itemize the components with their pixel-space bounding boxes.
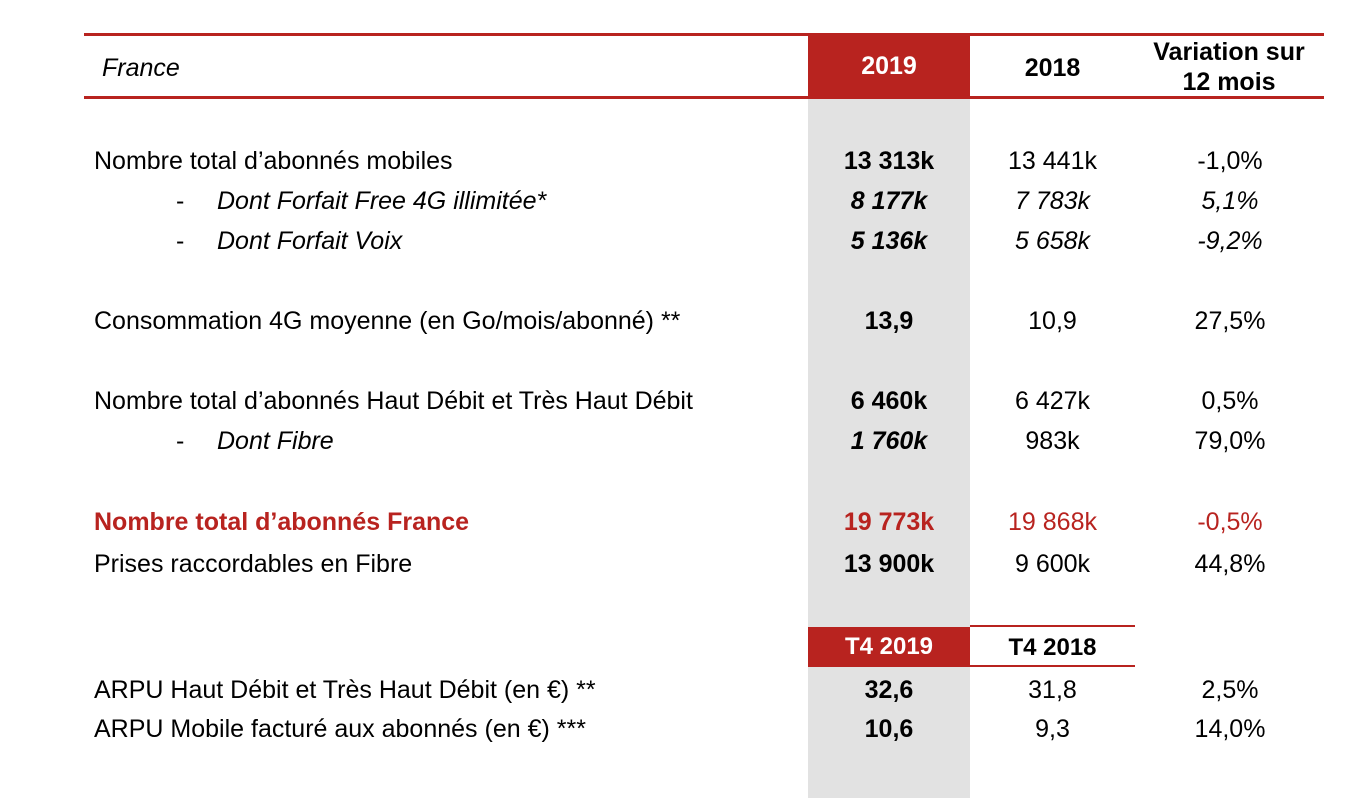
value-variation: -9,2% xyxy=(1197,227,1263,255)
value-variation: 79,0% xyxy=(1194,427,1266,455)
value-2019: 5 136k xyxy=(850,227,928,255)
value-2019: 19 773k xyxy=(843,508,935,536)
table-row-4g-consumption xyxy=(0,303,1362,339)
value-2018: 19 868k xyxy=(1008,508,1097,536)
row-label: Dont Forfait Voix xyxy=(217,227,403,255)
value-2019: 6 460k xyxy=(850,387,928,415)
value-t4-2019: 10,6 xyxy=(864,715,914,743)
table-row-total-france xyxy=(0,504,1362,540)
table-row-fibre xyxy=(0,423,1362,459)
row-label: Consommation 4G moyenne (en Go/mois/abonné) ** xyxy=(94,307,681,335)
value-2018: 6 427k xyxy=(1014,387,1091,415)
row-label: Dont Forfait Free 4G illimitée* xyxy=(217,187,547,215)
row-sub-label xyxy=(176,223,402,259)
value-t4-2018: 9,3 xyxy=(1035,715,1070,743)
table-row-mobile-subscribers xyxy=(0,143,1362,179)
col-header-variation-line1: Variation sur xyxy=(1153,38,1305,66)
col-header-variation xyxy=(1134,37,1324,97)
col-header-t4-2019-text: T4 2019 xyxy=(844,633,934,660)
col-header-2018: 2018 xyxy=(1024,54,1081,82)
value-2018: 5 658k xyxy=(1014,227,1091,255)
value-variation: 14,0% xyxy=(1194,715,1266,743)
value-2019: 13 900k xyxy=(843,550,935,578)
col-header-t4-2018: T4 2018 xyxy=(1008,634,1097,661)
row-label: Nombre total d’abonnés Haut Débit et Très Haut Débit xyxy=(94,387,693,415)
value-2019: 13 313k xyxy=(843,147,935,175)
value-t4-2019: 32,6 xyxy=(864,676,914,704)
value-2019: 1 760k xyxy=(850,427,928,455)
value-variation: 27,5% xyxy=(1194,307,1266,335)
value-2018: 10,9 xyxy=(1028,307,1077,335)
col-header-variation-line2: 12 mois xyxy=(1182,68,1276,96)
row-sub-label xyxy=(176,423,334,459)
value-variation: -0,5% xyxy=(1197,508,1263,536)
value-2019: 8 177k xyxy=(850,187,928,215)
table-row-forfait-voix xyxy=(0,223,1362,259)
value-variation: 44,8% xyxy=(1194,550,1266,578)
row-label: ARPU Mobile facturé aux abonnés (en €) *** xyxy=(94,715,586,743)
value-2018: 7 783k xyxy=(1014,187,1091,215)
bullet-dash: - xyxy=(176,187,185,215)
row-label: ARPU Haut Débit et Très Haut Débit (en €) ** xyxy=(94,676,596,704)
header-top-rule xyxy=(84,33,1324,36)
value-2019: 13,9 xyxy=(864,307,914,335)
row-label: Prises raccordables en Fibre xyxy=(94,550,413,578)
row-label: Nombre total d’abonnés mobiles xyxy=(94,147,453,175)
row-label: Nombre total d’abonnés France xyxy=(94,508,470,536)
bullet-dash: - xyxy=(176,227,185,255)
value-t4-2018: 31,8 xyxy=(1028,676,1077,704)
t4-2018-bottom-rule xyxy=(970,665,1135,667)
table-row-fibre-sockets xyxy=(0,546,1362,582)
value-variation: 0,5% xyxy=(1201,387,1259,415)
value-variation: 5,1% xyxy=(1201,187,1259,215)
row-sub-label xyxy=(176,183,546,219)
value-2018: 9 600k xyxy=(1014,550,1091,578)
value-2018: 983k xyxy=(1025,427,1080,455)
bullet-dash: - xyxy=(176,427,185,455)
col-header-t4-2019 xyxy=(808,627,970,667)
value-variation: -1,0% xyxy=(1197,147,1263,175)
value-variation: 2,5% xyxy=(1201,676,1259,704)
table-row-forfait-4g xyxy=(0,183,1362,219)
value-2018: 13 441k xyxy=(1008,147,1097,175)
col-header-2019 xyxy=(808,36,970,96)
section-label-france: France xyxy=(102,54,180,82)
table-row-arpu-mobile xyxy=(0,711,1362,747)
t4-2018-top-rule xyxy=(970,625,1135,627)
table-row-broadband-subscribers xyxy=(0,383,1362,419)
col-header-2019-text: 2019 xyxy=(861,51,917,80)
table-row-arpu-broadband xyxy=(0,672,1362,708)
row-label: Dont Fibre xyxy=(217,427,334,455)
